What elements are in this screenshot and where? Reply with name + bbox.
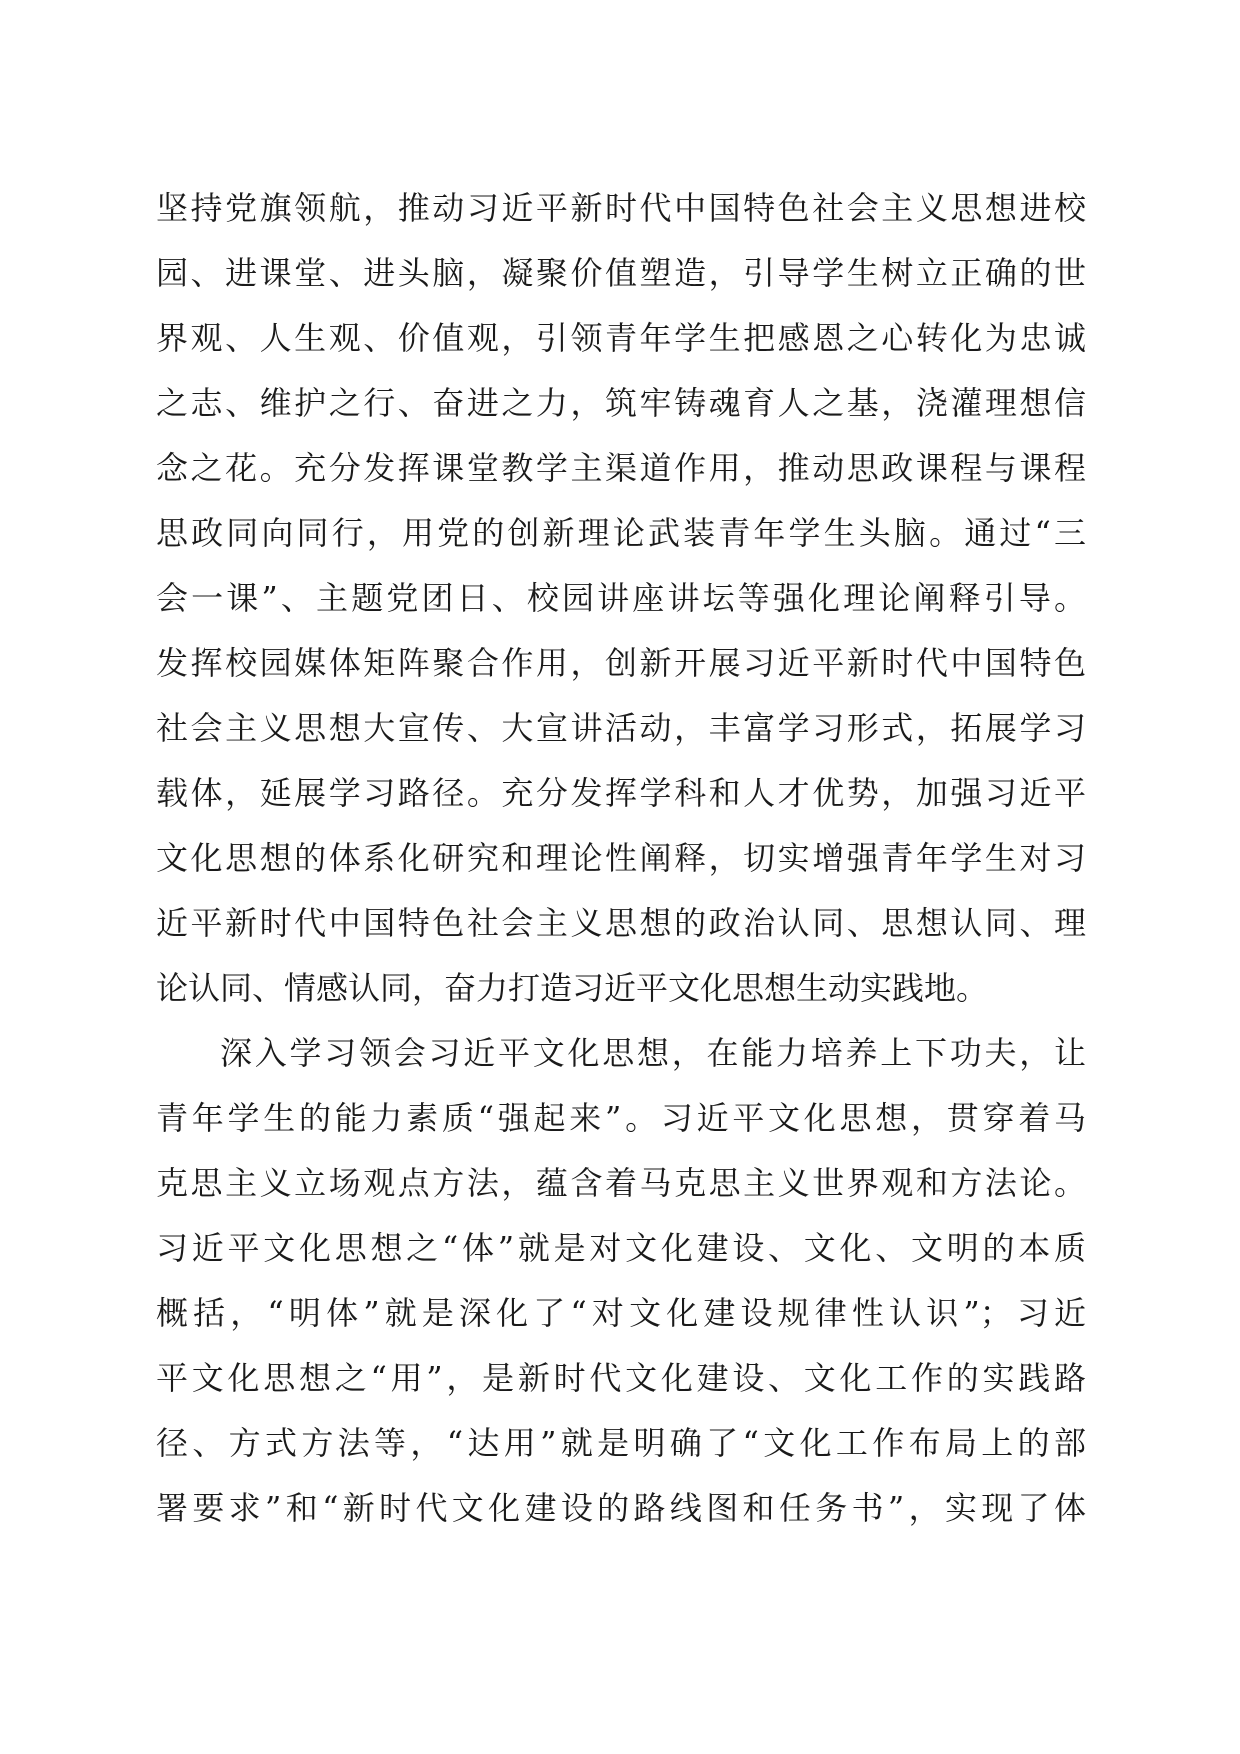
text-line: 社会主义思想大宣传、大宣讲活动，丰富学习形式，拓展学习 (156, 709, 1086, 747)
text-line: 坚持党旗领航，推动习近平新时代中国特色社会主义思想进校 (156, 189, 1086, 227)
paragraph-start-line: 深入学习领会习近平文化思想，在能力培养上下功夫，让 (220, 1034, 1086, 1072)
text-line: 习近平文化思想之“体”就是对文化建设、文化、文明的本质 (156, 1229, 1086, 1267)
text-line: 署要求”和“新时代文化建设的路线图和任务书”，实现了体 (156, 1489, 1086, 1527)
text-line: 径、方式方法等，“达用”就是明确了“文化工作布局上的部 (156, 1424, 1086, 1462)
text-line: 概括，“明体”就是深化了“对文化建设规律性认识”；习近 (156, 1294, 1086, 1332)
text-line: 之志、维护之行、奋进之力，筑牢铸魂育人之基，浇灌理想信 (156, 384, 1086, 422)
text-line: 思政同向同行，用党的创新理论武装青年学生头脑。通过“三 (156, 514, 1086, 552)
text-line: 青年学生的能力素质“强起来”。习近平文化思想，贯穿着马 (156, 1099, 1086, 1137)
text-line: 念之花。充分发挥课堂教学主渠道作用，推动思政课程与课程 (156, 449, 1086, 487)
text-line: 园、进课堂、进头脑，凝聚价值塑造，引导学生树立正确的世 (156, 254, 1086, 292)
text-line: 文化思想的体系化研究和理论性阐释，切实增强青年学生对习 (156, 839, 1086, 877)
body-text (156, 184, 1086, 1549)
paragraph-end-line: 论认同、情感认同，奋力打造习近平文化思想生动实践地。 (156, 969, 989, 1007)
text-line: 发挥校园媒体矩阵聚合作用，创新开展习近平新时代中国特色 (156, 644, 1086, 682)
text-line: 克思主义立场观点方法，蕴含着马克思主义世界观和方法论。 (156, 1164, 1086, 1202)
text-line: 近平新时代中国特色社会主义思想的政治认同、思想认同、理 (156, 904, 1086, 942)
text-line: 载体，延展学习路径。充分发挥学科和人才优势，加强习近平 (156, 774, 1086, 812)
text-line: 界观、人生观、价值观，引领青年学生把感恩之心转化为忠诚 (156, 319, 1086, 357)
text-line: 会一课”、主题党团日、校园讲座讲坛等强化理论阐释引导。 (156, 579, 1086, 617)
text-line: 平文化思想之“用”，是新时代文化建设、文化工作的实践路 (156, 1359, 1086, 1397)
